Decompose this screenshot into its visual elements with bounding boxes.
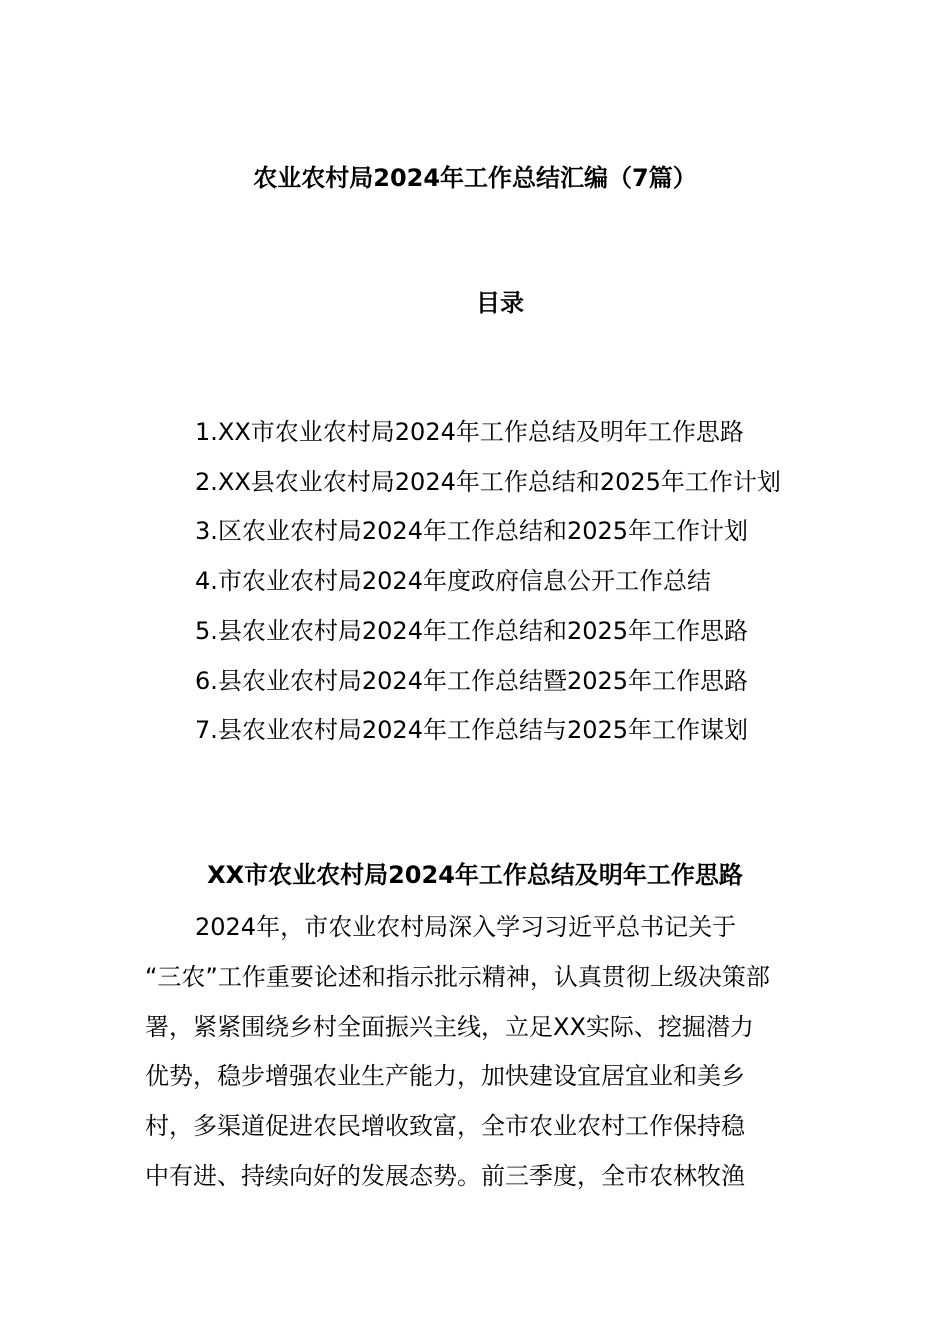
document-title: 农业农村局2024年工作总结汇编（7篇） xyxy=(253,164,697,192)
toc-item: 6.县农业农村局2024年工作总结暨2025年工作思路 xyxy=(195,666,749,695)
section-title: XX市农业农村局2024年工作总结及明年工作思路 xyxy=(207,861,743,889)
body-paragraph xyxy=(145,903,810,1202)
table-of-contents xyxy=(145,408,810,756)
body-line: 优势，稳步增强农业生产能力，加快建设宜居宜业和美乡 xyxy=(145,1062,745,1091)
toc-item: 1.XX市农业农村局2024年工作总结及明年工作思路 xyxy=(195,418,744,446)
toc-item: 4.市农业农村局2024年度政府信息公开工作总结 xyxy=(195,567,711,596)
body-line: 村，多渠道促进农民增收致富，全市农业农村工作保持稳 xyxy=(145,1112,745,1141)
body-line: “三农”工作重要论述和指示批示精神，认真贯彻上级决策部 xyxy=(145,962,770,991)
body-line: 2024年，市农业农村局深入学习习近平总书记关于 xyxy=(195,913,737,941)
toc-item: 7.县农业农村局2024年工作总结与2025年工作谋划 xyxy=(195,716,749,745)
body-line: 署，紧紧围绕乡村全面振兴主线，立足XX实际、挖掘潜力 xyxy=(145,1012,754,1041)
toc-item: 3.区农业农村局2024年工作总结和2025年工作计划 xyxy=(195,517,749,546)
toc-heading: 目录 xyxy=(476,289,524,317)
toc-item: 2.XX县农业农村局2024年工作总结和2025年工作计划 xyxy=(195,467,781,496)
body-line: 中有进、持续向好的发展态势。前三季度，全市农林牧渔 xyxy=(145,1161,745,1190)
toc-item: 5.县农业农村局2024年工作总结和2025年工作思路 xyxy=(195,616,749,645)
